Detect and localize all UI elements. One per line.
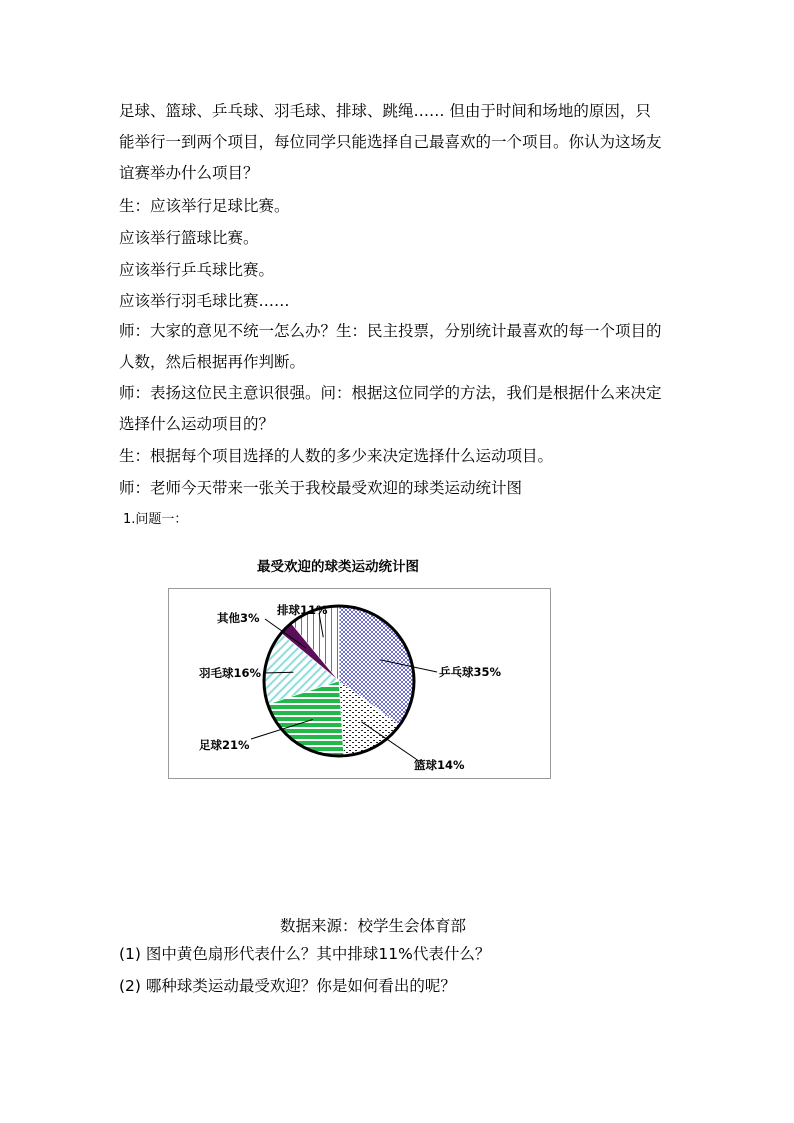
paragraph-line: 生：应该举行足球比赛。 xyxy=(119,197,290,215)
paragraph-line: 生：根据每个项目选择的人数的多少来决定选择什么运动项目。 xyxy=(119,447,554,465)
slice-label: 篮球14% xyxy=(414,758,465,772)
pie-chart xyxy=(168,588,551,779)
question-2: (2) 哪种球类运动最受欢迎？你是如何看出的呢？ xyxy=(119,977,456,995)
paragraph-line: 应该举行篮球比赛。 xyxy=(119,229,259,247)
paragraph-line: 人数，然后根据再作判断。 xyxy=(119,353,306,371)
leader-line xyxy=(263,672,293,673)
slice-label: 羽毛球16% xyxy=(199,666,262,680)
slice-label: 其他3% xyxy=(217,611,260,625)
paragraph-line: 谊赛举办什么项目？ xyxy=(119,164,259,182)
paragraph-line: 能举行一到两个项目，每位同学只能选择自己最喜欢的一个项目。你认为这场友 xyxy=(119,133,662,151)
paragraph-line: 选择什么运动项目的？ xyxy=(119,415,275,433)
source-note: 数据来源：校学生会体育部 xyxy=(280,917,467,935)
question-1: (1) 图中黄色扇形代表什么？其中排球11%代表什么？ xyxy=(119,945,491,963)
paragraph-line: 足球、篮球、乒乓球、羽毛球、排球、跳绳…… 但由于时间和场地的原因，只 xyxy=(119,102,651,120)
slice-label: 足球21% xyxy=(199,738,250,752)
paragraph-line: 应该举行乒乓球比赛。 xyxy=(119,261,275,279)
paragraph-line: 应该举行羽毛球比赛…… xyxy=(119,292,290,310)
pie-chart-svg xyxy=(169,589,550,778)
paragraph-line: 师：大家的意见不统一怎么办？生：民主投票，分别统计最喜欢的每一个项目的 xyxy=(119,322,662,340)
section-heading: 1.问题一： xyxy=(123,512,188,527)
paragraph-line: 师：老师今天带来一张关于我校最受欢迎的球类运动统计图 xyxy=(119,479,523,497)
paragraph-line: 师：表扬这位民主意识很强。问：根据这位同学的方法，我们是根据什么来决定 xyxy=(119,384,662,402)
chart-title: 最受欢迎的球类运动统计图 xyxy=(257,559,419,575)
slice-label: 排球11% xyxy=(277,603,328,617)
slice-label: 乒乓球35% xyxy=(439,665,502,679)
